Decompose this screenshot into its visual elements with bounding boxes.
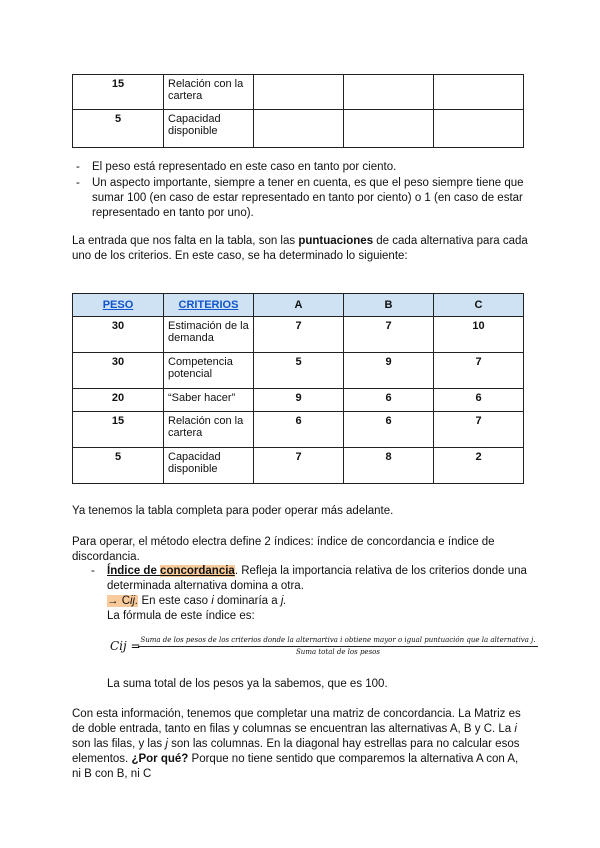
header-c: C [434,294,524,317]
formula-lhs: Cij = [110,639,141,653]
term-indice: Índice de concordancia [107,565,235,577]
alt-b-cell: 7 [344,317,434,353]
alt-b-cell [344,75,434,110]
formula-denominator: Suma total de los pesos [296,648,380,656]
header-criterios: CRITERIOS [164,294,254,317]
fraction-bar [138,646,538,647]
peso-cell: 5 [73,110,164,148]
alt-b-cell: 9 [344,353,434,389]
bullet-dash: - [76,161,80,173]
peso-cell: 15 [73,75,164,110]
bullet-dash: - [76,177,80,189]
alt-c-cell: 10 [434,317,524,353]
bullet-peso-porcentaje: - El peso está representado en este caso en tanto por ciento. [76,161,397,173]
criteria-table-partial [72,74,524,148]
scores-table [72,293,524,484]
alt-c-cell: 7 [434,353,524,389]
bullet-dash: - [91,565,95,577]
table-row [73,317,524,353]
formula-numerator: Suma de los pesos de los criterios donde la alternartiva i obtiene mayor o igual puntuación que la alternativa j. [140,636,536,644]
alt-a-cell: 7 [254,317,344,353]
table-row [73,110,524,148]
alt-b-cell [344,110,434,148]
paragraph-tabla-completa: Ya tenemos la tabla completa para poder operar más adelante. [72,505,394,517]
criterio-cell: Estimación de la demanda [164,317,254,353]
paragraph-puntuaciones: La entrada que nos falta en la tabla, son las puntuaciones de cada alternativa para cada uno de los criterios. En este caso, se ha determinado lo siguiente: [72,235,528,262]
cij-arrow-label: → Cij. [107,595,139,607]
alt-a-cell [254,75,344,110]
peso-cell: 30 [73,317,164,353]
table-header-row [73,294,524,317]
alt-a-cell: 6 [254,412,344,448]
alt-b-cell: 6 [344,412,434,448]
formula-intro: La fórmula de este índice es: [107,610,255,622]
header-peso: PESO [73,294,164,317]
alt-b-cell: 6 [344,389,434,412]
bullet-indice-concordancia: - Índice de concordancia. Refleja la importancia relativa de los criterios donde una determinada alternativa domina a otra. [91,565,527,592]
criterio-cell: Relación con la cartera [164,412,254,448]
alt-c-cell [434,110,524,148]
paragraph-matriz-concordancia: Con esta información, tenemos que completar una matriz de concordancia. La Matriz es de doble entrada, tanto en filas y columnas se encuentran las alternativas A, B y C. La i son las filas, y las j son las columnas. En la diagonal hay estrellas para no calcular esos elementos. ¿Por qué? Porque no tiene sentido que comparemos la alternativa A con A, ni B con B, ni C [72,708,521,780]
alt-c-cell: 6 [434,389,524,412]
alt-c-cell: 7 [434,412,524,448]
criterio-cell: Capacidad disponible [164,110,254,148]
peso-cell: 30 [73,353,164,389]
criterio-cell: Competencia potencial [164,353,254,389]
peso-cell: 5 [73,448,164,484]
table-row [73,75,524,110]
concordancia-definition-line: → Cij. En este caso i dominaría a j. [107,595,287,607]
table-row [73,412,524,448]
criterio-cell: Relación con la cartera [164,75,254,110]
peso-cell: 20 [73,389,164,412]
peso-cell: 15 [73,412,164,448]
alt-b-cell: 8 [344,448,434,484]
alt-a-cell: 7 [254,448,344,484]
bullet-peso-suma: - Un aspecto importante, siempre a tener en cuenta, es que el peso siempre tiene que sumar 100 (en caso de estar representado en tanto por ciento) o 1 (en caso de estar representado en tanto por uno). [76,177,524,219]
alt-a-cell: 5 [254,353,344,389]
concordance-formula [106,636,546,658]
criterio-cell: Capacidad disponible [164,448,254,484]
header-a: A [254,294,344,317]
alt-a-cell [254,110,344,148]
table-row [73,448,524,484]
paragraph-indices: Para operar, el método electra define 2 índices: índice de concordancia e índice de discordancia. [72,536,495,563]
table-row [73,389,524,412]
criterio-cell: “Saber hacer” [164,389,254,412]
alt-c-cell: 2 [434,448,524,484]
table-row [73,353,524,389]
header-b: B [344,294,434,317]
alt-c-cell [434,75,524,110]
alt-a-cell: 9 [254,389,344,412]
paragraph-suma-total: La suma total de los pesos ya la sabemos, que es 100. [107,678,388,690]
